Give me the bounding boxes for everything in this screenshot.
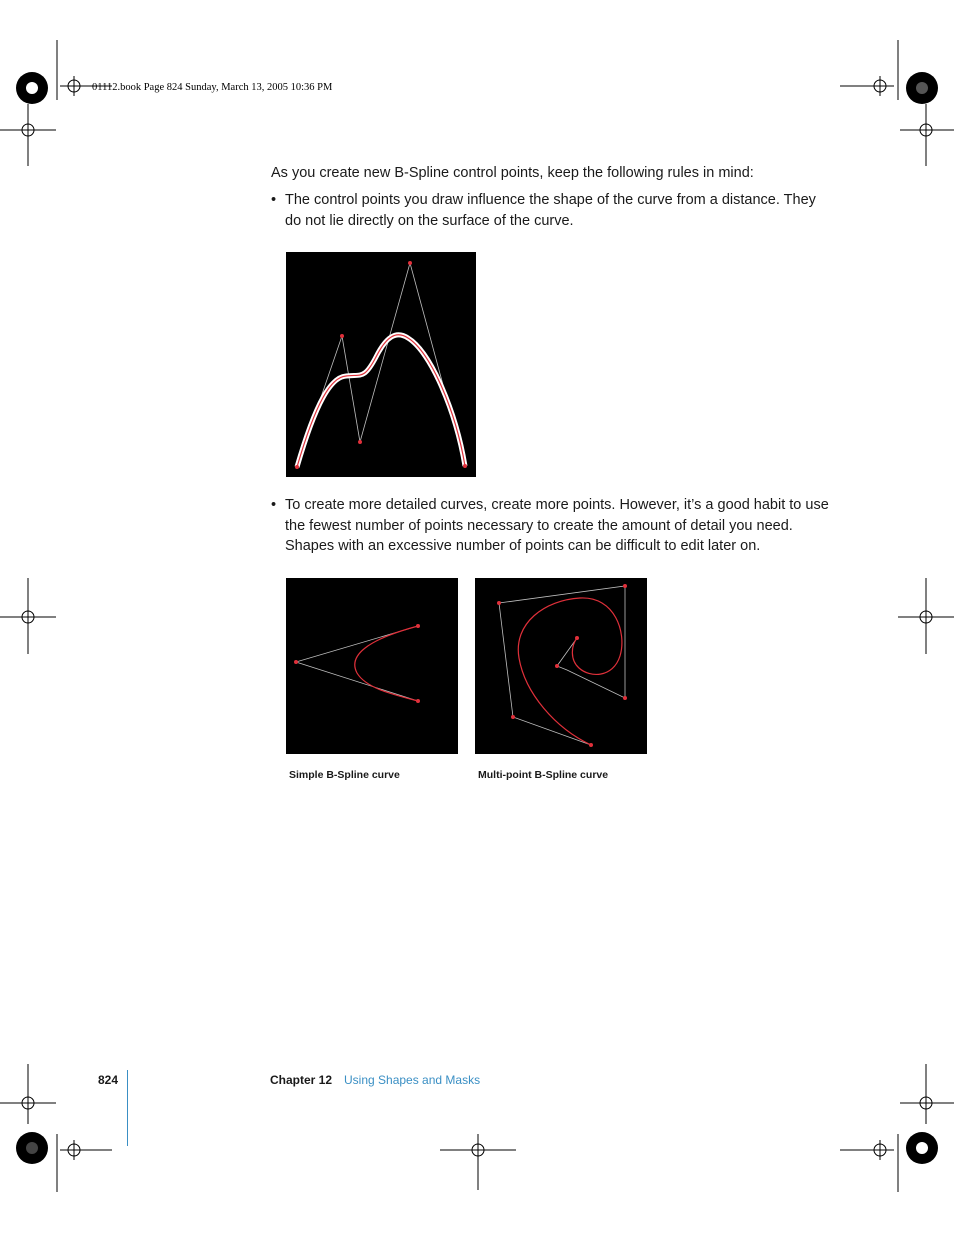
registration-mark-mid-left bbox=[0, 578, 60, 658]
footer-divider bbox=[127, 1070, 128, 1146]
chapter-title-link[interactable]: Using Shapes and Masks bbox=[344, 1073, 481, 1087]
figure-multi-point-b-spline bbox=[475, 578, 647, 754]
control-point bbox=[511, 715, 515, 719]
page-number: 824 bbox=[98, 1073, 119, 1087]
registration-mark-top-right bbox=[830, 40, 954, 170]
control-point bbox=[623, 584, 627, 588]
bullet-text: The control points you draw influence the shape of the curve from a distance. They do not lie directly on the surface of the curve. bbox=[285, 192, 816, 229]
registration-mark-top-left bbox=[0, 40, 130, 170]
bullet-glyph: • bbox=[271, 497, 277, 513]
registration-mark-bottom-center bbox=[440, 1134, 516, 1194]
bullet-item bbox=[271, 495, 831, 559]
bullet-item bbox=[271, 190, 831, 234]
bullet-glyph: • bbox=[271, 192, 277, 208]
control-point bbox=[408, 261, 412, 265]
intro-paragraph: As you create new B-Spline control points, keep the following rules in mind: bbox=[271, 165, 754, 181]
control-polygon bbox=[499, 586, 625, 745]
print-header: 01112.book Page 824 Sunday, March 13, 2005 10:36 PM bbox=[92, 82, 333, 93]
control-point bbox=[463, 464, 467, 468]
control-point bbox=[555, 664, 559, 668]
control-point bbox=[589, 743, 593, 747]
control-polygon bbox=[296, 626, 418, 701]
figure-control-points-off-curve bbox=[286, 252, 476, 477]
caption-simple-b-spline: Simple B-Spline curve bbox=[289, 769, 400, 781]
caption-multi-point-b-spline: Multi-point B-Spline curve bbox=[478, 769, 609, 781]
spline-curve bbox=[355, 626, 418, 701]
control-point bbox=[497, 601, 501, 605]
control-point bbox=[358, 440, 362, 444]
control-point bbox=[416, 624, 420, 628]
spline-curve-outline bbox=[297, 335, 465, 467]
registration-mark-bottom-right bbox=[830, 1064, 954, 1194]
registration-mark-mid-right bbox=[896, 578, 954, 658]
control-point bbox=[295, 465, 299, 469]
chapter-label: Chapter 12 bbox=[270, 1073, 333, 1087]
control-point bbox=[623, 696, 627, 700]
control-polygon bbox=[297, 263, 465, 467]
bullet-text: To create more detailed curves, create more points. However, it’s a good habit to use the fewest number of points necessary to create the amount of detail you need. Shapes with an excessive number of points can be difficult to edit later on. bbox=[285, 497, 829, 554]
figure-simple-b-spline bbox=[286, 578, 458, 754]
control-point bbox=[340, 334, 344, 338]
control-point bbox=[416, 699, 420, 703]
control-point bbox=[294, 660, 298, 664]
control-point bbox=[575, 636, 579, 640]
